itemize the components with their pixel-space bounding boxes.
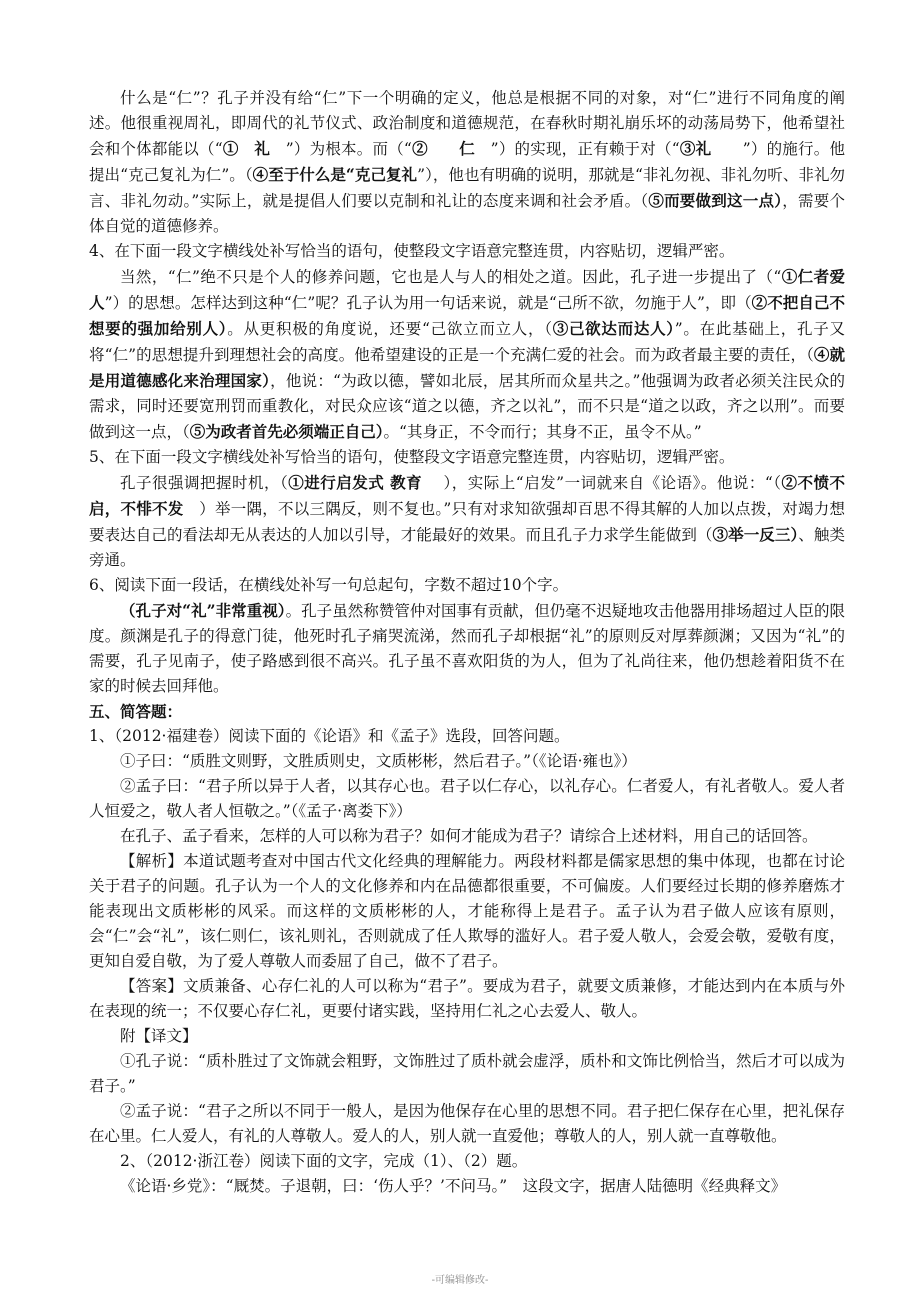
- paragraph: [89, 749, 845, 774]
- text-run: ①子曰：“质胜文则野，文胜质则史，文质彬彬，然后君子。”（《论语·雍也》）: [120, 752, 637, 770]
- paragraph: [89, 1024, 845, 1049]
- text-run: 4、在下面一段文字横线处补写恰当的语句，使整段文字语意完整连贯，内容贴切，逻辑严密。: [89, 242, 735, 260]
- answer-text: ④至于什么是“克己复礼: [252, 165, 418, 184]
- paragraph: [89, 573, 845, 598]
- text-run: ，需要个体自觉的道德修养。: [89, 192, 845, 235]
- text-run: 附【译文】: [120, 1027, 198, 1045]
- answer-text: ①进行启发式 教育: [288, 473, 423, 492]
- text-run: 6、阅读下面一段话，在横线处补写一句总起句，字数不超过10个字。: [89, 576, 569, 594]
- text-run: 。从更积极的角度说，还要“己欲立而立人，（: [227, 320, 553, 338]
- paragraph: [89, 1174, 845, 1199]
- answer-text: ②不愤不启，不悱不发: [89, 473, 845, 518]
- text-run: ”。在此基础上，孔子又将“仁”的思想提升到理想社会的高度。他希望建设的正是一个充满仁爱的社会。而为政者最主要的责任，（: [89, 320, 845, 364]
- document-body: [89, 86, 845, 1199]
- text-run: 孔子很强调把握时机，（: [120, 474, 289, 492]
- text-run: ”）的思想。怎样达到这种“仁”呢？孔子认为用一句话来说，就是“己所不欲，勿施于人”，即（: [104, 294, 752, 312]
- footer-note: -可编辑修改-: [431, 1275, 489, 1286]
- paragraph: [89, 598, 845, 699]
- paragraph: [89, 86, 845, 239]
- answer-text: ③礼: [679, 139, 743, 158]
- text-run: ②孟子说：“君子之所以不同于一般人，是因为他保存在心里的思想不同。君子把仁保存在心里，把礼保存在心里。仁人爱人，有礼的人尊敬人。爱人的人，别人就一直爱他；尊敬人的人，别人就一直尊敬他。: [89, 1102, 845, 1145]
- text-run: 。孔子虽然称赞管仲对国事有贡献，但仍毫不迟疑地攻击他器用排场超过人臣的限度。颜渊是孔子的得意门徒，他死时孔子痛哭流涕，然而孔子却根据“礼”的原则反对厚葬颜渊；又因为“礼”的需要，孔子见南子，使子路感到很不高兴。孔子虽不喜欢阳货的为人，但为了礼尚往来，他仍想趁着阳货不在家的时候去回拜他。: [89, 602, 845, 695]
- paragraph: [89, 974, 845, 1024]
- text-run: 【解析】本道试题考查对中国古代文化经典的理解能力。两段材料都是儒家思想的集中体现，也都在讨论关于君子的问题。孔子认为一个人的文化修养和内在品德都很重要，不可偏废。人们要经过长期的修养磨炼才能表现出文质彬彬的风采。而这样的文质彬彬的人，才能称得上是君子。孟子认为君子做人应该有原则，会“仁”会“礼”，该仁则仁，该礼则礼，否则就成了任人欺辱的滥好人。君子爱人敬人，会爱会敬，爱敬有度，更知自爱自敬，为了爱人尊敬人而委屈了自己，做不了君子。: [89, 852, 845, 970]
- answer-text: ④就是用道德感化来治理国家）: [89, 345, 845, 390]
- text-run: ”），他也有明确的说明，那就是“非礼勿视、非礼勿听、非礼勿言、非礼勿动。”实际上，就是提倡人们要以克制和礼让的态度来调和社会矛盾。（: [89, 166, 845, 210]
- text-run: 1、（2012·福建卷）阅读下面的《论语》和《孟子》选段，回答问题。: [89, 727, 570, 745]
- answer-text: ① 礼: [222, 139, 286, 158]
- paragraph: [89, 470, 845, 573]
- text-run: 五、简答题：: [89, 702, 183, 721]
- text-run: ），实际上“启发”一词就来自《论语》。他说：“（: [422, 474, 782, 492]
- text-run: 在孔子、孟子看来，怎样的人可以称为君子？如何才能成为君子？请综合上述材料，用自己的话回答。: [120, 827, 818, 845]
- paragraph: [89, 1149, 845, 1174]
- answer-text: ③举一反三）: [712, 525, 799, 544]
- answer-text: ①仁者爱人: [89, 267, 845, 312]
- paragraph: [89, 724, 845, 749]
- paragraph: [89, 1049, 845, 1099]
- paragraph: [89, 264, 845, 445]
- text-run: 【答案】文质兼备、心存仁礼的人可以称为“君子”。要成为君子，就要文质兼修，才能达到内在本质与外在表现的统一；不仅要心存仁礼，更要付诸实践，坚持用仁礼之心去爱人、敬人。: [89, 977, 845, 1020]
- paragraph: [89, 1099, 845, 1149]
- paragraph: [89, 774, 845, 824]
- text-run: ”）的施行。他提出“克己复礼为仁”。（: [89, 140, 845, 184]
- text-run: ”）的实现，正有赖于对（“: [490, 140, 680, 158]
- text-run: 、触类旁通。: [89, 526, 845, 569]
- text-run: 。“其身正，不令而行；其身不正，虽令不从。”: [383, 423, 702, 441]
- text-run: 《论语·乡党》：“厩焚。子退朝，曰：‘伤人乎？’不问马。” 这段文字，据唐人陆德明《经典释文》: [120, 1177, 787, 1195]
- paragraph: [89, 239, 845, 264]
- paragraph: [89, 849, 845, 974]
- answer-text: ⑤为政者首先必须端正自己）: [189, 422, 384, 441]
- text-run: 2、（2012·浙江卷）阅读下面的文字，完成（1）、（2）题。: [120, 1152, 528, 1170]
- text-run: ②孟子曰：“君子所以异于人者，以其存心也。君子以仁存心，以礼存心。仁者爱人，有礼者敬人。爱人者人恒爱之，敬人者人恒敬之。”（《孟子·离娄下》）: [89, 777, 845, 820]
- answer-text: ②不把自己不想要的强加给别人）: [89, 293, 845, 338]
- text-run: ”）为根本。而（“: [285, 140, 412, 158]
- text-run: ①孔子说：“质朴胜过了文饰就会粗野，文饰胜过了质朴就会虚浮，质朴和文饰比例恰当，然后才可以成为君子。”: [89, 1052, 845, 1095]
- answer-text: ③己欲达而达人）: [552, 319, 675, 338]
- paragraph: [89, 824, 845, 849]
- answer-text: （孔子对“礼”非常重视）: [120, 601, 286, 620]
- text-run: 当然，“仁”绝不只是个人的修养问题，它也是人与人的相处之道。因此，孔子进一步提出了（“: [120, 268, 782, 286]
- text-run: ，他说：“为政以德，譬如北辰，居其所而众星共之。”他强调为政者必须关注民众的需求，同时还要宽刑罚而重教化，对民众应该“道之以德，齐之以礼”，而不只是“道之以政，齐之以刑”。而要做到这一点，（: [89, 372, 845, 441]
- text-run: 5、在下面一段文字横线处补写恰当的语句，使整段文字语意完整连贯，内容贴切，逻辑严密。: [89, 448, 735, 466]
- text-run: 什么是“仁”？孔子并没有给“仁”下一个明确的定义，他总是根据不同的对象，对“仁”进行不同角度的阐述。他很重视周礼，即周代的礼节仪式、政治制度和道德规范，在春秋时期礼崩乐坏的动荡局势下，他希望社会和个体都能以（“: [89, 89, 845, 158]
- text-run: ）举一隅，不以三隅反，则不复也。”只有对求知欲强却百思不得其解的人加以点拨，对竭力想要表达自己的看法却无从表达的人加以引导，才能最好的效果。而且孔子力求学生能做到（: [89, 500, 845, 544]
- section-heading: [89, 699, 845, 724]
- answer-text: ⑤而要做到这一点）: [648, 191, 783, 210]
- paragraph: [89, 445, 845, 470]
- answer-text: ② 仁: [411, 139, 491, 158]
